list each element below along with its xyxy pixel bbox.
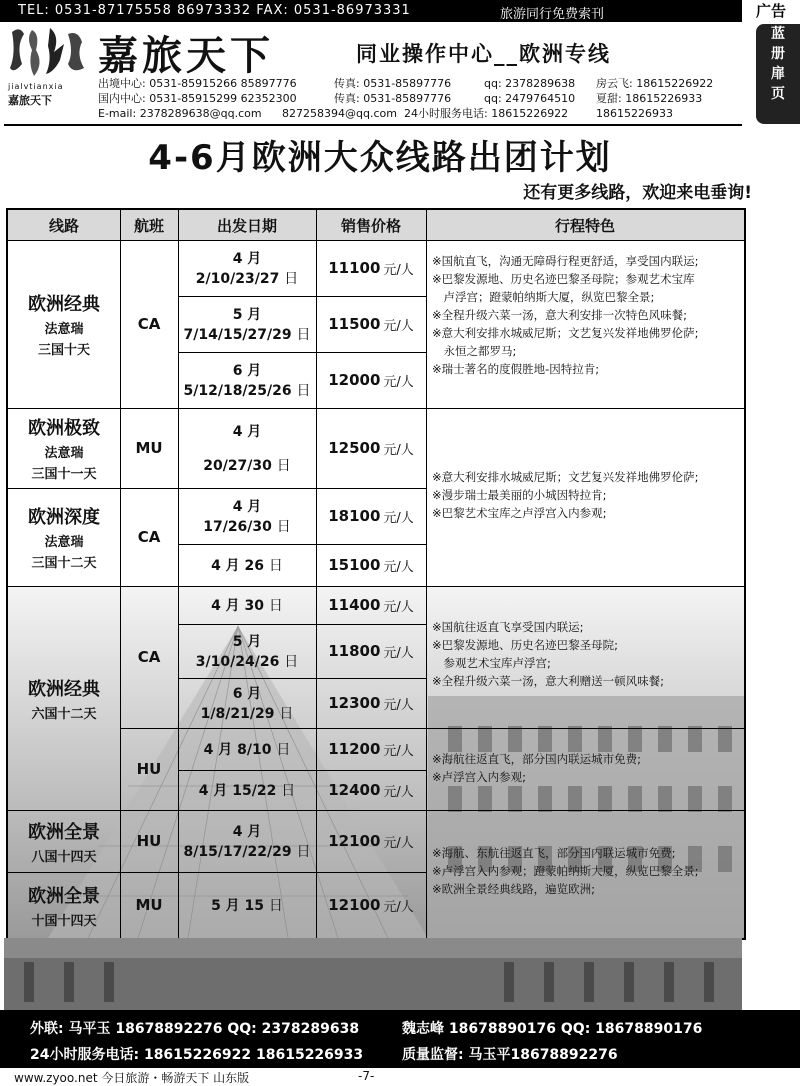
header-price: 销售价格 (316, 210, 426, 240)
contact-item: 827258394@qq.com (282, 107, 397, 120)
contact-item: E-mail: 2378289638@qq.com (98, 107, 262, 120)
price-cell (316, 408, 426, 488)
footer-contact: 魏志峰 18678890176 QQ: 18678890176 (402, 1021, 703, 1037)
price-unit: 元/人 (383, 442, 414, 458)
top-bar (0, 0, 800, 22)
contact-item: 国内中心: 0531-85915299 62352300 (98, 92, 297, 105)
feature-line: ※漫步瑞士最美丽的小城因特拉肯; (432, 488, 607, 502)
divider (4, 124, 742, 126)
price-value: 11100 (328, 259, 381, 277)
features-cell (426, 468, 744, 538)
date-unit: 日 (268, 558, 283, 574)
date-cell (178, 770, 316, 810)
feature-line: ※国航往返直飞享受国内联运; (432, 620, 584, 634)
price-cell (316, 586, 426, 624)
feature-line: ※巴黎发源地、历史名迹巴黎圣母院；参观艺术宝库 (432, 272, 695, 286)
date-unit: 日 (296, 383, 311, 399)
date-unit: 日 (279, 706, 294, 722)
date-days: 7/14/15/27/29 (183, 327, 292, 343)
route-name: 欧洲全景 (28, 885, 100, 907)
logo-pinyin: jialvtianxia (8, 82, 64, 91)
top-contact: TEL: 0531-87175558 86973332 FAX: 0531-86973331 (18, 3, 411, 18)
price-cell (316, 488, 426, 544)
flight-cell: HU (136, 832, 162, 850)
date-cell (178, 352, 316, 408)
route-sub: 法意瑞 (44, 535, 84, 550)
company-logo (6, 24, 90, 107)
date-days: 5/12/18/25/26 (183, 383, 292, 399)
brand-subtitle: 同业操作中心__欧洲专线 (356, 42, 611, 66)
date-unit: 日 (296, 844, 311, 860)
feature-line: ※卢浮宫入内参观; (432, 770, 527, 784)
feature-line: ※全程升级六菜一汤，意大利赠送一顿风味餐; (432, 674, 665, 688)
contact-item: 传真: 0531-85897776 (334, 77, 452, 90)
price-cell (316, 728, 426, 770)
contact-item: 24小时服务电话: 18615226922 (404, 107, 569, 120)
side-tab-char: 蓝 (771, 26, 785, 42)
date-cell (178, 872, 316, 938)
price-cell (316, 770, 426, 810)
date-unit: 日 (296, 327, 311, 343)
date-unit: 日 (276, 742, 291, 758)
price-unit: 元/人 (383, 784, 414, 800)
price-unit: 元/人 (383, 835, 414, 851)
contact-row (98, 91, 713, 106)
feature-line: 参观艺术宝库卢浮宫; (432, 656, 551, 670)
features-cell (426, 252, 744, 402)
feature-line: ※海航、东航往返直飞，部分国内联运城市免费; (432, 846, 676, 860)
header-features: 行程特色 (426, 210, 744, 240)
date-unit: 日 (268, 898, 283, 914)
contact-row (98, 76, 713, 91)
feature-line: 永恒之都罗马; (432, 344, 517, 358)
footer-hotline: 24小时服务电话: 18615226922 18615226933 (30, 1047, 364, 1063)
price-value: 11200 (328, 740, 381, 758)
date-month: 4 月 (232, 824, 262, 840)
price-cell (316, 872, 426, 938)
route-name: 欧洲经典 (28, 678, 100, 700)
logo-name: 嘉旅天下 (8, 94, 52, 107)
route-sub: 三国十天 (37, 343, 90, 358)
date-unit: 日 (276, 458, 291, 474)
date-days: 1/8/21/29 (200, 706, 275, 722)
price-unit: 元/人 (383, 899, 414, 915)
contact-item: 传真: 0531-85897776 (334, 92, 452, 105)
contact-item: qq: 2479764510 (484, 92, 576, 105)
price-value: 11800 (328, 642, 381, 660)
date-days: 4 月 26 (211, 558, 265, 574)
date-cell (178, 488, 316, 544)
contact-item: 18615226933 (596, 107, 673, 120)
flight-cell: MU (135, 896, 163, 914)
price-unit: 元/人 (383, 559, 414, 575)
route-sub: 八国十四天 (31, 849, 97, 865)
date-month: 4 月 (232, 499, 262, 515)
footer-photo (4, 938, 742, 1016)
date-cell (178, 678, 316, 728)
date-days: 4 月 15/22 (198, 783, 277, 799)
route-cell (8, 872, 120, 938)
page-footer (0, 1068, 800, 1086)
route-sub: 六国十二天 (31, 706, 97, 722)
logo-mark-icon (6, 24, 90, 82)
price-unit: 元/人 (383, 645, 414, 661)
price-value: 12100 (328, 896, 381, 914)
feature-line: ※瑞士著名的度假胜地-因特拉肯; (432, 362, 600, 376)
date-cell (178, 544, 316, 586)
price-value: 12100 (328, 832, 381, 850)
feature-line: ※国航直飞，沟通无障碍行程更舒适，享受国内联运; (432, 254, 699, 268)
price-value: 15100 (328, 556, 381, 574)
price-value: 12000 (328, 371, 381, 389)
price-cell (316, 624, 426, 678)
date-month: 5 月 (232, 634, 262, 650)
date-cell (178, 624, 316, 678)
magazine-index: 旅游同行免费索刊 (500, 7, 605, 22)
footer-contacts (0, 1010, 800, 1068)
page-subtitle: 还有更多线路，欢迎来电垂询! (523, 183, 752, 203)
feature-line: ※卢浮宫入内参观；蹬蒙帕纳斯大厦，纵览巴黎全景; (432, 864, 699, 878)
price-value: 11500 (328, 315, 381, 333)
date-unit: 日 (284, 654, 299, 670)
route-cell (8, 408, 120, 488)
price-cell (316, 544, 426, 586)
flight-cell: CA (137, 528, 161, 546)
feature-line: ※意大利安排水城威尼斯；文艺复兴发祥地佛罗伦萨; (432, 326, 699, 340)
date-days: 4 月 30 (211, 598, 265, 614)
date-days: 17/26/30 (203, 519, 272, 535)
date-cell (178, 586, 316, 624)
side-tab-char: 册 (771, 46, 785, 62)
date-month: 6 月 (232, 363, 262, 379)
date-days: 8/15/17/22/29 (183, 844, 292, 860)
footer-contact: 外联: 马平玉 18678892276 QQ: 2378289638 (30, 1021, 360, 1037)
contact-item: 夏甜: 18615226933 (596, 92, 703, 105)
route-sub: 十国十四天 (31, 913, 97, 929)
features-cell (426, 750, 744, 790)
route-name: 欧洲全景 (28, 821, 100, 843)
footer-supervision: 质量监督: 马玉平18678892276 (402, 1047, 618, 1063)
date-cell (178, 728, 316, 770)
features-cell (426, 618, 744, 698)
price-cell (316, 810, 426, 872)
price-unit: 元/人 (383, 318, 414, 334)
date-unit: 日 (281, 783, 296, 799)
contact-item: 房云飞: 18615226922 (596, 77, 714, 90)
date-days: 5 月 15 (211, 898, 265, 914)
date-unit: 日 (284, 271, 299, 287)
contact-row (98, 106, 713, 121)
route-cell (8, 810, 120, 872)
date-days: 20/27/30 (203, 458, 272, 474)
ad-label: 广告 (740, 0, 800, 22)
route-sub: 法意瑞 (44, 446, 84, 461)
brand-name: 嘉旅天下 (98, 32, 274, 79)
price-unit: 元/人 (383, 599, 414, 615)
date-month: 5 月 (232, 307, 262, 323)
header-route: 线路 (8, 210, 120, 240)
date-month: 6 月 (232, 686, 262, 702)
flight-cell: CA (137, 648, 161, 666)
date-days: 2/10/23/27 (195, 271, 280, 287)
feature-line: ※欧洲全景经典线路，遍览欧洲; (432, 882, 596, 896)
contact-item: qq: 2378289638 (484, 77, 576, 90)
feature-line: ※意大利安排水城威尼斯；文艺复兴发祥地佛罗伦萨; (432, 470, 699, 484)
route-name: 欧洲经典 (28, 294, 100, 315)
price-cell (316, 296, 426, 352)
feature-line: ※巴黎艺术宝库之卢浮宫入内参观; (432, 506, 607, 520)
date-unit: 日 (276, 519, 291, 535)
price-unit: 元/人 (383, 743, 414, 759)
date-cell (178, 810, 316, 872)
date-days: 3/10/24/26 (195, 654, 280, 670)
price-value: 12400 (328, 781, 381, 799)
route-name: 欧洲深度 (28, 507, 100, 528)
date-month: 4 月 (232, 424, 262, 440)
features-cell (426, 844, 744, 904)
price-cell (316, 678, 426, 728)
flight-cell: MU (135, 439, 163, 457)
price-unit: 元/人 (383, 697, 414, 713)
price-cell (316, 352, 426, 408)
date-month: 4 月 (232, 251, 262, 267)
price-value: 11400 (328, 596, 381, 614)
route-cell (8, 240, 120, 408)
price-unit: 元/人 (383, 374, 414, 390)
flight-cell: HU (136, 760, 162, 778)
price-unit: 元/人 (383, 510, 414, 526)
contact-item: 出境中心: 0531-85915266 85897776 (98, 77, 297, 90)
route-sub: 法意瑞 (44, 322, 84, 337)
route-cell (8, 488, 120, 586)
feature-line: ※海航往返直飞，部分国内联运城市免费; (432, 752, 642, 766)
footer-url: www.zyoo.net 今日旅游・畅游天下 山东版 (14, 1071, 250, 1085)
side-tab-char: 页 (771, 86, 785, 102)
route-name: 欧洲极致 (28, 418, 100, 439)
date-cell (178, 240, 316, 296)
flight-cell: CA (137, 315, 161, 333)
price-cell (316, 240, 426, 296)
page-number: -7- (358, 1069, 375, 1083)
date-cell (178, 408, 316, 488)
feature-line: ※全程升级六菜一汤，意大利安排一次特色风味餐; (432, 308, 688, 322)
date-days: 4 月 8/10 (203, 742, 272, 758)
route-sub: 三国十一天 (31, 467, 97, 482)
feature-line: 卢浮宫；蹬蒙帕纳斯大厦，纵览巴黎全景; (432, 290, 655, 304)
side-tab (756, 24, 800, 124)
page-title: 4-6月欧洲大众线路出团计划 (148, 138, 612, 178)
header-date: 出发日期 (178, 210, 316, 240)
price-value: 12300 (328, 694, 381, 712)
tour-schedule-table (6, 208, 746, 940)
date-cell (178, 296, 316, 352)
price-unit: 元/人 (383, 262, 414, 278)
contact-block (98, 76, 713, 121)
header-flight: 航班 (120, 210, 178, 240)
price-value: 18100 (328, 507, 381, 525)
route-cell (8, 586, 120, 810)
price-value: 12500 (328, 439, 381, 457)
feature-line: ※巴黎发源地、历史名迹巴黎圣母院; (432, 638, 619, 652)
side-tab-char: 扉 (771, 66, 785, 82)
table-grid (8, 210, 744, 938)
route-sub: 三国十二天 (31, 556, 97, 571)
date-unit: 日 (268, 598, 283, 614)
